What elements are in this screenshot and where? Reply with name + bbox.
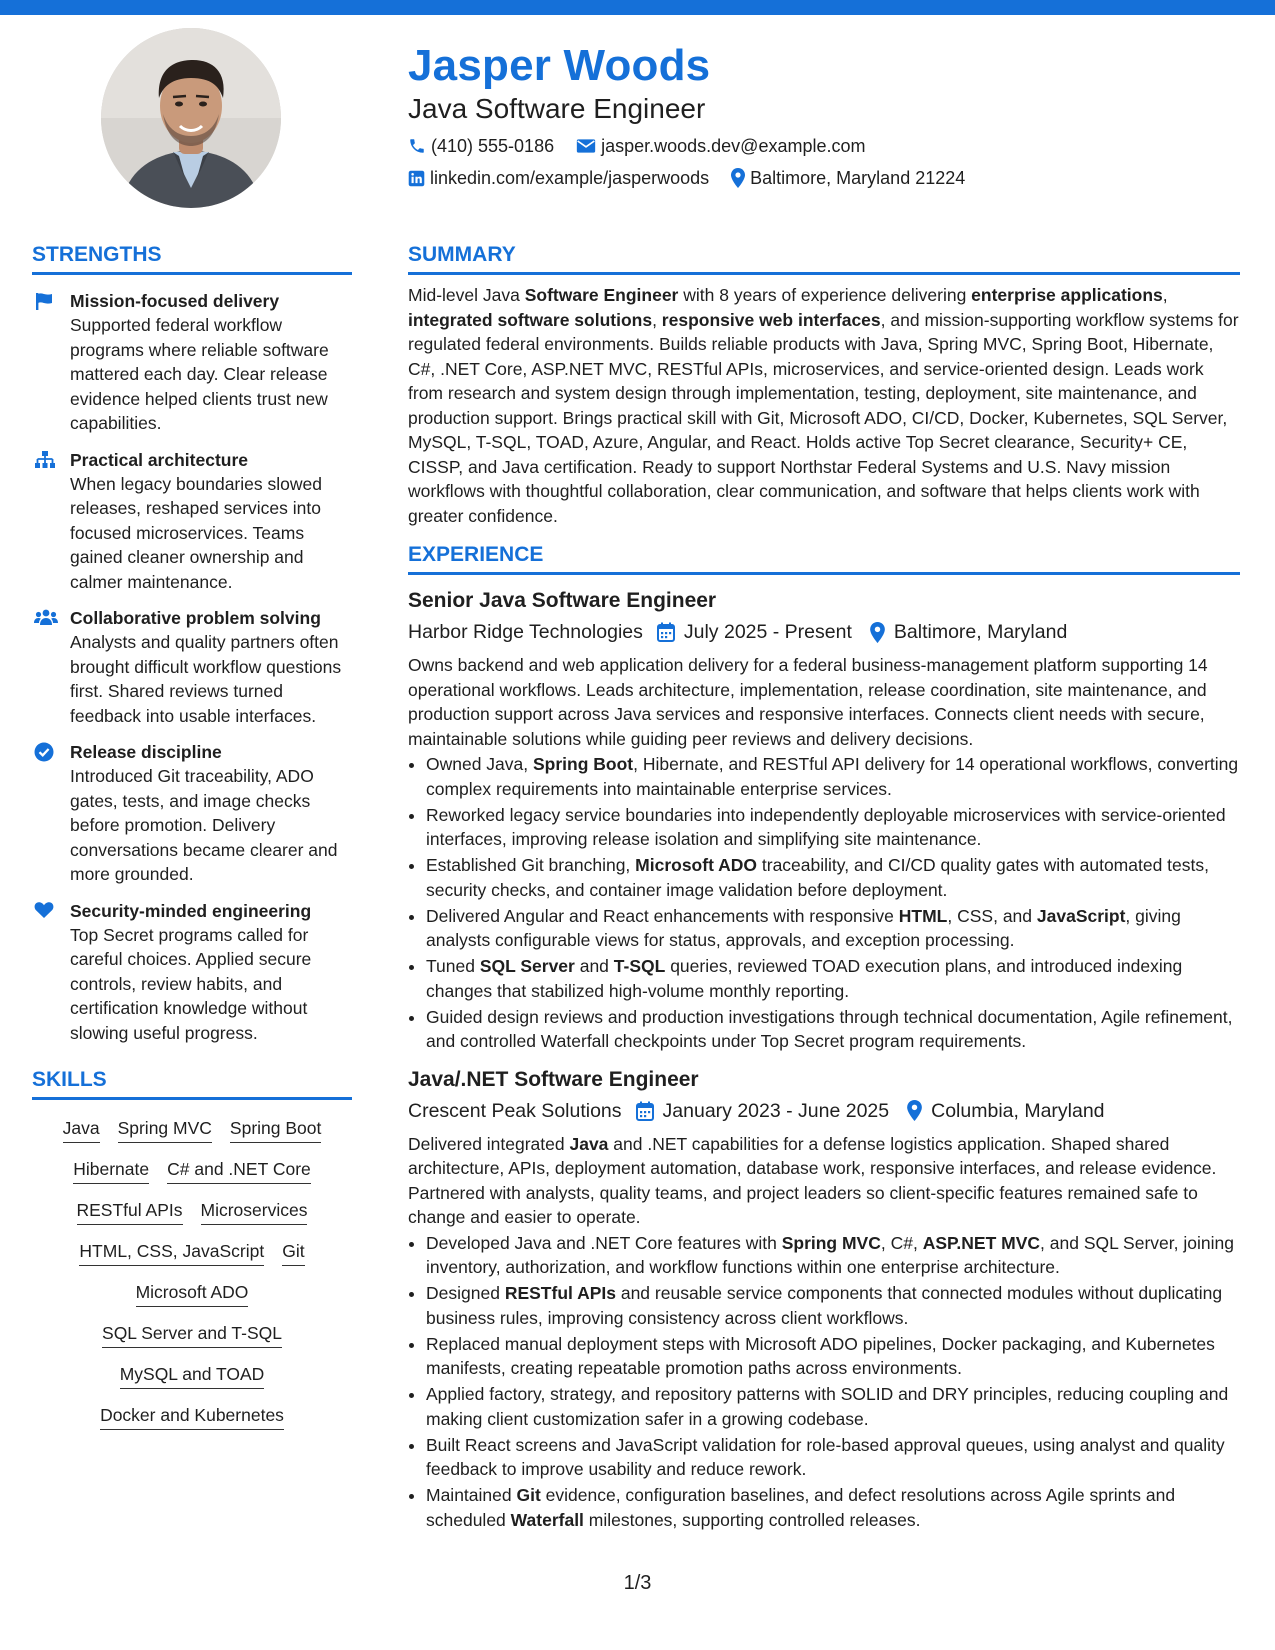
skill-tag: Git — [282, 1239, 304, 1266]
location-text: Baltimore, Maryland 21224 — [750, 168, 966, 188]
strength-item — [32, 289, 352, 436]
calendar-icon — [657, 622, 675, 642]
strength-text: Top Secret programs called for careful choices. Applied secure controls, review habits, and certification knowledge without slowing useful progress. — [70, 924, 312, 1043]
bullet-item: • Established Git branching, Microsoft ADO traceability, and CI/CD quality gates with automated tests, security checks, and container image validation before deployment. — [426, 853, 1240, 902]
profile-photo — [101, 28, 281, 208]
skill-row — [32, 1239, 352, 1266]
job-description: Delivered integrated Java and .NET capabilities for a defense logistics application. Shaped shared architecture, APIs, deployment automation, database work, responsive interfaces, and release evidence. Partnered with analysts, quality teams, and project leaders so client-specific features remained safe to change and easier to operate. — [408, 1133, 1217, 1227]
strength-text: Supported federal workflow programs where reliable software mattered each day. Clear release evidence helped clients trust new capabilities. — [70, 315, 329, 433]
job-dates: January 2023 - June 2025 — [662, 1099, 890, 1122]
skill-row — [32, 1362, 352, 1389]
bullet-item: • Reworked legacy service boundaries into independently deployable microservices with service-oriented interfaces, improving release isolation and simplifying site maintenance. — [426, 803, 1240, 852]
company-name: Crescent Peak Solutions — [408, 1099, 622, 1122]
skill-tag: SQL Server and T-SQL — [102, 1321, 282, 1348]
strength-item — [32, 606, 352, 728]
skill-row — [32, 1403, 352, 1430]
bullet-item: • Owned Java, Spring Boot, Hibernate, and RESTful API delivery for 14 operational workflows, converting complex requirements into maintainable enterprise services. — [426, 752, 1240, 801]
bullet-item: • Developed Java and .NET Core features with Spring MVC, C#, ASP.NET MVC, and SQL Server, joining inventory, authorization, and workflow functions within one enterprise architecture. — [426, 1231, 1240, 1280]
experience-heading: EXPERIENCE — [408, 542, 1240, 575]
skill-tag: Spring Boot — [230, 1116, 321, 1143]
sitemap-icon — [34, 450, 56, 470]
job-bullets — [408, 752, 1240, 1054]
linkedin-icon — [408, 170, 425, 187]
email-text: jasper.woods.dev@example.com — [601, 136, 866, 156]
strength-text: When legacy boundaries slowed releases, reshaped services into focused microservices. Teams gained cleaner ownership and calmer maintenance. — [70, 473, 322, 592]
page-number: 1/3 — [623, 1572, 652, 1594]
map-pin-icon — [870, 622, 885, 643]
contact-row-1 — [408, 134, 1228, 158]
strength-text: Analysts and quality partners often brought difficult workflow questions first. Shared reviews turned feedback into usable interfaces. — [70, 632, 342, 726]
strength-title: Release discipline — [70, 742, 222, 762]
strengths-heading: STRENGTHS — [32, 242, 352, 275]
bullet-item: • Tuned SQL Server and T-SQL queries, reviewed TOAD execution plans, and introduced indexing changes that stabilized high-volume monthly reporting. — [426, 954, 1240, 1003]
map-pin-icon — [731, 168, 745, 188]
candidate-title: Java Software Engineer — [408, 93, 706, 124]
top-accent-bar — [0, 0, 1275, 15]
skills-heading: SKILLS — [32, 1067, 352, 1100]
job-location: Columbia, Maryland — [931, 1099, 1105, 1122]
skill-tag: RESTful APIs — [77, 1198, 183, 1225]
job-entry — [408, 1066, 1240, 1533]
bullet-item: • Replaced manual deployment steps with Microsoft ADO pipelines, Docker packaging, and Kubernetes manifests, creating repeatable promotion paths across environments. — [426, 1332, 1240, 1381]
job-meta — [408, 1097, 1240, 1125]
resume-header — [408, 40, 1228, 190]
left-column — [32, 242, 352, 1430]
strength-item — [32, 448, 352, 595]
location-contact — [731, 166, 965, 190]
skill-row — [32, 1198, 352, 1225]
check-circle-icon — [34, 742, 54, 762]
skills-rows — [32, 1116, 352, 1430]
flag-icon — [34, 291, 54, 311]
experience-section — [408, 542, 1240, 1532]
skills-section — [32, 1067, 352, 1430]
summary-text: Mid-level Java Software Engineer with 8 years of experience delivering enterprise applications, integrated software solutions, responsive web interfaces, and mission-supporting workflow systems for regulated federal environments. Builds reliable products with Java, Spring MVC, Spring Boot, Hibernate, C#, .NET Core, ASP.NET MVC, RESTful APIs, microservices, and service-oriented design. Leads work from research and system design through implementation, testing, deployment, site maintenance, and production support. Brings practical skill with Git, Microsoft ADO, CI/CD, Docker, Kubernetes, SQL Server, MySQL, T-SQL, TOAD, Azure, Angular, and React. Holds active Top Secret clearance, Security+ CE, CISSP, and Java certification. Ready to support Northstar Federal Systems and U.S. Navy mission workflows with thoughtful collaboration, clear communication, and software that helps clients work with greater confidence. — [408, 285, 1239, 526]
skill-tag: MySQL and TOAD — [120, 1362, 265, 1389]
skill-tag: Microservices — [201, 1198, 308, 1225]
strength-text: Introduced Git traceability, ADO gates, tests, and image checks before promotion. Delivery conversations became clearer and more grounded. — [70, 766, 338, 884]
right-column — [408, 242, 1240, 1534]
skill-tag: C# and .NET Core — [167, 1157, 311, 1184]
jobs-list — [408, 587, 1240, 1532]
strength-title: Collaborative problem solving — [70, 608, 321, 628]
envelope-icon — [576, 138, 596, 154]
skill-row — [32, 1116, 352, 1143]
skill-tag: Spring MVC — [118, 1116, 212, 1143]
skill-tag: HTML, CSS, JavaScript — [79, 1239, 264, 1266]
bullet-item: • Guided design reviews and production investigations through technical documentation, Agile refinement, and controlled Waterfall checkpoints under Top Secret program requirements. — [426, 1005, 1240, 1054]
strength-title: Mission-focused delivery — [70, 291, 280, 311]
job-title: Senior Java Software Engineer — [408, 589, 717, 612]
bullet-item: • Built React screens and JavaScript validation for role-based approval queues, using analyst and quality feedback to improve usability and reduce rework. — [426, 1433, 1240, 1482]
linkedin-contact[interactable] — [408, 166, 709, 190]
skill-row — [32, 1280, 352, 1307]
users-icon — [34, 608, 58, 626]
bullet-item: • Applied factory, strategy, and repository patterns with SOLID and DRY principles, reducing coupling and making client customization safer in a growing codebase. — [426, 1382, 1240, 1431]
job-dates: July 2025 - Present — [683, 621, 852, 643]
strength-title: Security-minded engineering — [70, 900, 312, 921]
skill-tag: Java — [63, 1116, 100, 1143]
skill-tag: Microsoft ADO — [136, 1280, 249, 1307]
company-name: Harbor Ridge Technologies — [408, 621, 643, 643]
map-pin-icon — [907, 1100, 922, 1121]
strength-title: Practical architecture — [70, 449, 249, 470]
phone-icon — [408, 137, 426, 155]
job-meta — [408, 618, 1240, 646]
skill-tag: Hibernate — [73, 1157, 149, 1184]
calendar-icon — [636, 1101, 654, 1121]
phone-text: (410) 555-0186 — [431, 136, 555, 156]
heart-icon — [34, 901, 54, 919]
bullet-item: • Maintained Git evidence, configuration baselines, and defect resolutions across Agile sprints and scheduled Waterfall milestones, supporting controlled releases. — [426, 1483, 1240, 1532]
job-bullets — [408, 1231, 1240, 1533]
strength-item — [32, 899, 352, 1046]
summary-heading: SUMMARY — [408, 242, 1240, 275]
skill-row — [32, 1157, 352, 1184]
strengths-list — [32, 289, 352, 1045]
contact-row-2 — [408, 166, 1228, 190]
skill-tag: Docker and Kubernetes — [100, 1403, 284, 1430]
skill-row — [32, 1321, 352, 1348]
email-contact[interactable] — [576, 134, 865, 158]
job-entry — [408, 587, 1240, 1054]
bullet-item: • Delivered Angular and React enhancements with responsive HTML, CSS, and JavaScript, giving analysts configurable views for status, approvals, and exception processing. — [426, 904, 1240, 953]
strength-item — [32, 740, 352, 887]
job-title: Java/.NET Software Engineer — [408, 1067, 699, 1091]
phone-contact[interactable] — [408, 134, 554, 158]
bullet-item: • Designed RESTful APIs and reusable service components that connected modules without duplicating business rules, improving consistency across client workflows. — [426, 1281, 1240, 1330]
job-description: Owns backend and web application delivery for a federal business-management platform supporting 14 operational workflows. Leads architecture, implementation, release coordination, site maintenance, and production support across Java services and responsive interfaces. Connects client needs with secure, maintainable solutions while guiding peer reviews and delivery decisions. — [408, 655, 1208, 749]
candidate-name: Jasper Woods — [408, 41, 711, 90]
job-location: Baltimore, Maryland — [893, 621, 1068, 643]
linkedin-text: linkedin.com/example/jasperwoods — [430, 168, 710, 188]
